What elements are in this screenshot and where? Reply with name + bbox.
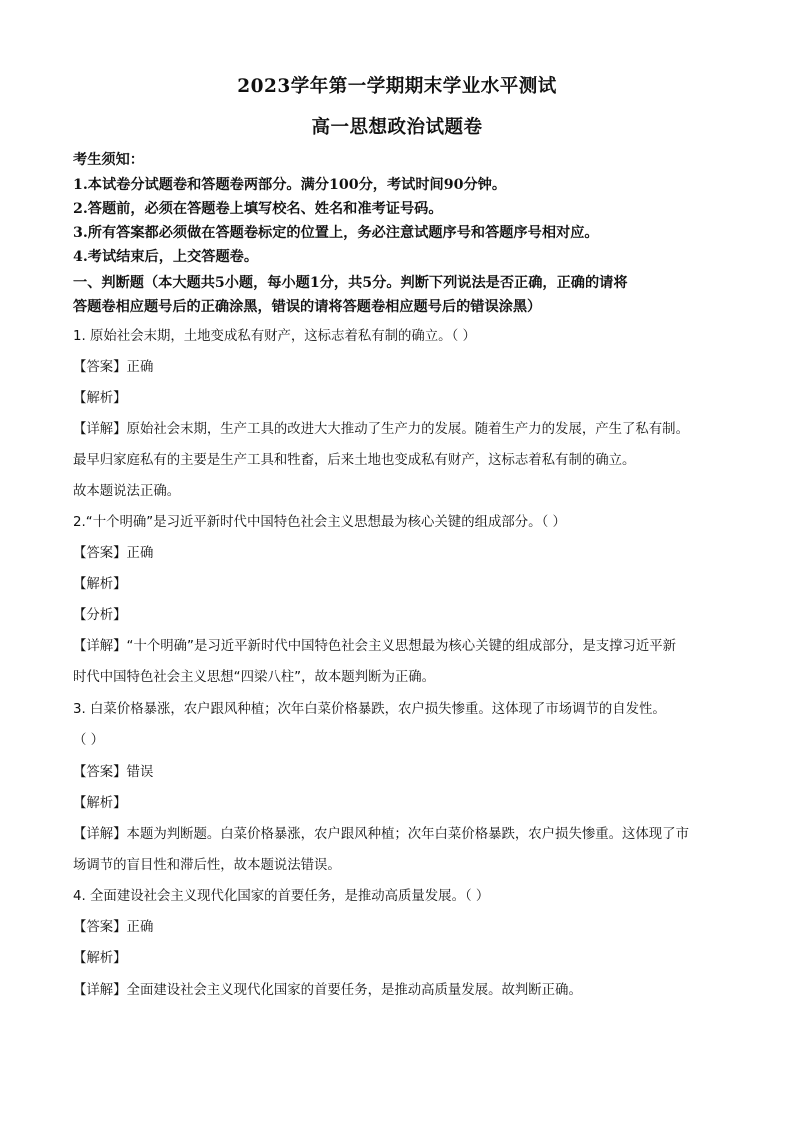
fenxi-label: 【分析】 <box>73 608 127 623</box>
detail-text: 最早归家庭私有的主要是生产工具和牲畜，后来土地也变成私有财产，这标志着私有制的确立。 <box>73 453 636 468</box>
detail-text: 【详解】本题为判断题。白菜价格暴涨，农户跟风种植；次年白菜价格暴跌，农户损失惨重。这体现了市 <box>73 827 689 842</box>
analysis-label: 【解析】 <box>73 951 127 966</box>
exam-subtitle: 高一思想政治试题卷 <box>311 117 483 138</box>
detail-text: 【详解】全面建设社会主义现代化国家的首要任务，是推动高质量发展。故判断正确。 <box>73 983 582 998</box>
section-heading: 一、判断题（本大题共5小题，每小题1分，共5分。判断下列说法是否正确，正确的请将 <box>73 275 628 291</box>
question-stem: 3. 白菜价格暴涨，农户跟风种植；次年白菜价格暴跌，农户损失惨重。这体现了市场调节的自发性。 <box>73 702 666 717</box>
answer-label: 【答案】正确 <box>73 920 154 935</box>
question-stem: 1. 原始社会末期，土地变成私有财产，这标志着私有制的确立。（ ） <box>73 329 476 344</box>
analysis-label: 【解析】 <box>73 577 127 592</box>
detail-text: 时代中国特色社会主义思想“四梁八柱”，故本题判断为正确。 <box>73 670 436 685</box>
detail-text: 故本题说法正确。 <box>73 484 181 499</box>
analysis-label: 【解析】 <box>73 796 127 811</box>
question-stem: 4. 全面建设社会主义现代化国家的首要任务，是推动高质量发展。（ ） <box>73 889 490 904</box>
detail-text: 场调节的盲目性和滞后性，故本题说法错误。 <box>73 858 341 873</box>
notice-heading: 考生须知： <box>73 152 144 168</box>
answer-label: 【答案】错误 <box>73 765 154 780</box>
analysis-label: 【解析】 <box>73 391 127 406</box>
detail-text: 【详解】“十个明确”是习近平新时代中国特色社会主义思想最为核心关键的组成部分，是支撑习近平新 <box>73 639 677 654</box>
question-stem: 2.“十个明确”是习近平新时代中国特色社会主义思想最为核心关键的组成部分。（ ） <box>73 515 566 530</box>
notice-item: 1.本试卷分试题卷和答题卷两部分。满分100分，考试时间90分钟。 <box>73 177 507 193</box>
question-stem: （ ） <box>73 733 105 748</box>
answer-label: 【答案】正确 <box>73 546 154 561</box>
notice-item: 4.考试结束后，上交答题卷。 <box>73 249 259 265</box>
exam-title: 2023学年第一学期期末学业水平测试 <box>237 76 557 97</box>
notice-item: 3.所有答案都必须做在答题卷标定的位置上，务必注意试题序号和答题序号相对应。 <box>73 225 599 241</box>
answer-label: 【答案】正确 <box>73 360 154 375</box>
section-heading: 答题卷相应题号后的正确涂黑，错误的请将答题卷相应题号后的错误涂黑） <box>73 299 542 315</box>
notice-item: 2.答题前，必须在答题卷上填写校名、姓名和准考证号码。 <box>73 201 443 217</box>
detail-text: 【详解】原始社会末期，生产工具的改进大大推动了生产力的发展。随着生产力的发展，产生了私有制。 <box>73 422 689 437</box>
